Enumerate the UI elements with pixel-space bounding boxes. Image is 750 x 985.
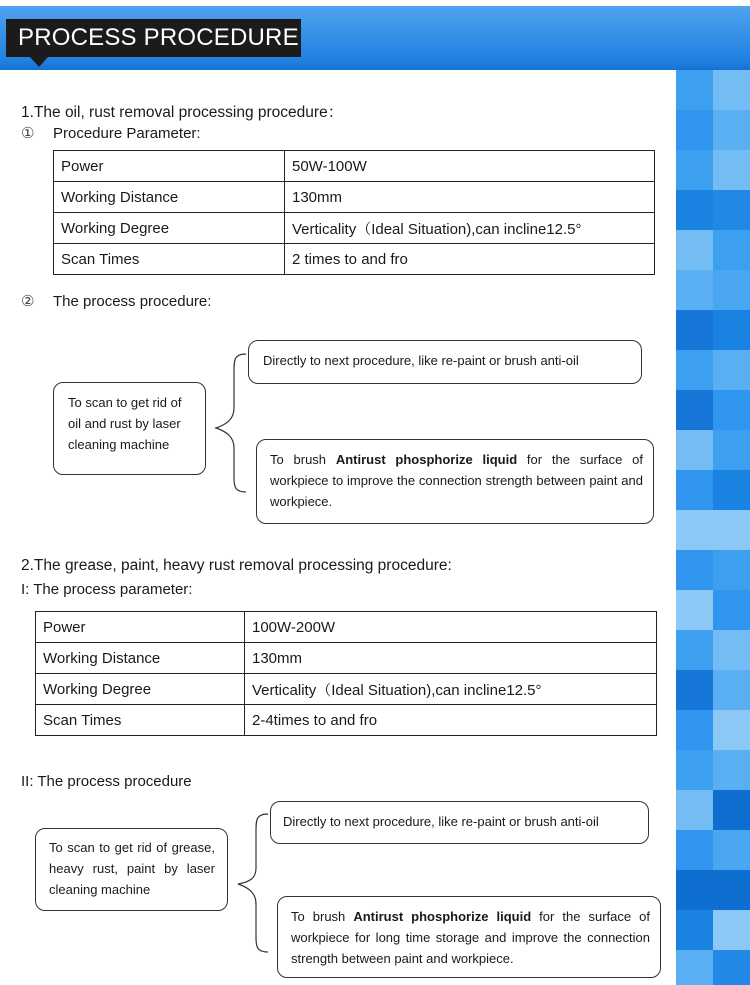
mosaic-tile [676, 470, 713, 510]
option-b-bold: Antirust phosphorize liquid [353, 909, 532, 924]
mosaic-tile [676, 630, 713, 670]
mosaic-tile [713, 790, 750, 830]
page-title: PROCESS PROCEDURE [18, 24, 299, 51]
section1-param-marker: ① [21, 125, 35, 142]
mosaic-tile [713, 830, 750, 870]
table-row [54, 182, 655, 213]
section1-flow-option-b [256, 439, 654, 524]
mosaic-tile [676, 390, 713, 430]
section2-heading: 2.The grease, paint, heavy rust removal processing procedure: [21, 557, 452, 574]
mosaic-tile [676, 150, 713, 190]
mosaic-tile [676, 950, 713, 985]
param-name: Working Degree [54, 213, 285, 244]
mosaic-tile [676, 790, 713, 830]
option-b-prefix: To brush [270, 452, 336, 467]
mosaic-tile [676, 550, 713, 590]
table-row [54, 151, 655, 182]
section2-flow-option-a: Directly to next procedure, like re-paint or brush anti-oil [270, 801, 649, 844]
mosaic-tile [676, 430, 713, 470]
table-row [36, 674, 657, 705]
section1-param-label: Procedure Parameter: [53, 125, 201, 142]
mosaic-tile [713, 910, 750, 950]
table-row [54, 213, 655, 244]
param-name: Power [36, 612, 245, 643]
mosaic-tile [676, 350, 713, 390]
mosaic-tile [713, 70, 750, 110]
param-value: 2-4times to and fro [245, 705, 657, 736]
mosaic-tile [676, 310, 713, 350]
param-value: 2 times to and fro [285, 244, 655, 275]
option-b-prefix: To brush [291, 909, 354, 924]
section1-proc-marker: ② [21, 293, 35, 310]
section1-flow-source: To scan to get rid of oil and rust by laser cleaning machine [53, 382, 206, 475]
mosaic-tile [676, 870, 713, 910]
mosaic-tile [713, 950, 750, 985]
table-row [36, 612, 657, 643]
mosaic-tile [713, 630, 750, 670]
param-name: Scan Times [54, 244, 285, 275]
mosaic-tile [713, 270, 750, 310]
section1-flow-option-a: Directly to next procedure, like re-paint or brush anti-oil [248, 340, 642, 384]
mosaic-tile [713, 430, 750, 470]
param-value: Verticality（Ideal Situation),can incline12.5° [285, 213, 655, 244]
mosaic-tile [676, 830, 713, 870]
mosaic-tile [713, 510, 750, 550]
mosaic-tile [676, 270, 713, 310]
param-name: Power [54, 151, 285, 182]
param-value: 130mm [285, 182, 655, 213]
mosaic-tile [713, 550, 750, 590]
mosaic-tile [713, 230, 750, 270]
mosaic-tile [713, 390, 750, 430]
mosaic-tile [713, 350, 750, 390]
mosaic-tile [713, 190, 750, 230]
decorative-mosaic-strip [676, 70, 750, 985]
mosaic-tile [713, 870, 750, 910]
section1-proc-label: The process procedure: [53, 293, 212, 310]
section2-param-table [35, 611, 657, 736]
section2-flow-source: To scan to get rid of grease, heavy rust, paint by laser cleaning machine [35, 828, 228, 911]
param-name: Working Degree [36, 674, 245, 705]
param-name: Working Distance [36, 643, 245, 674]
header-title-box [6, 19, 301, 57]
param-value: 50W-100W [285, 151, 655, 182]
section1-param-table [53, 150, 655, 275]
mosaic-tile [713, 750, 750, 790]
mosaic-tile [713, 710, 750, 750]
mosaic-tile [713, 670, 750, 710]
mosaic-tile [676, 510, 713, 550]
section2-proc-label: II: The process procedure [21, 773, 192, 790]
section2-flow-option-b [277, 896, 661, 978]
section1-proc-line [21, 292, 211, 310]
param-name: Working Distance [54, 182, 285, 213]
mosaic-tile [676, 110, 713, 150]
mosaic-tile [676, 590, 713, 630]
section2-flow-brace [234, 812, 270, 954]
mosaic-tile [676, 750, 713, 790]
mosaic-tile [713, 590, 750, 630]
header-pointer [30, 57, 48, 67]
mosaic-tile [713, 150, 750, 190]
table-row [54, 244, 655, 275]
option-b-suffix: for the surface of workpiece for long time storage and improve the connection strength between paint and workpiece. [291, 909, 650, 966]
option-b-suffix: for the surface of workpiece to improve the connection strength between paint and workpiece. [270, 452, 643, 509]
section1-heading: 1.The oil, rust removal processing procedure： [21, 104, 344, 121]
mosaic-tile [676, 670, 713, 710]
option-b-bold: Antirust phosphorize liquid [335, 452, 518, 467]
param-value: 130mm [245, 643, 657, 674]
param-value: Verticality（Ideal Situation),can incline12.5° [245, 674, 657, 705]
table-row [36, 705, 657, 736]
mosaic-tile [676, 710, 713, 750]
mosaic-tile [676, 70, 713, 110]
section2-param-label: I: The process parameter: [21, 581, 193, 598]
mosaic-tile [676, 190, 713, 230]
table-row [36, 643, 657, 674]
mosaic-tile [713, 470, 750, 510]
mosaic-tile [713, 310, 750, 350]
param-value: 100W-200W [245, 612, 657, 643]
mosaic-tile [713, 110, 750, 150]
param-name: Scan Times [36, 705, 245, 736]
section1-param-line [21, 124, 201, 142]
section1-flow-brace [212, 352, 248, 494]
mosaic-tile [676, 230, 713, 270]
mosaic-tile [676, 910, 713, 950]
